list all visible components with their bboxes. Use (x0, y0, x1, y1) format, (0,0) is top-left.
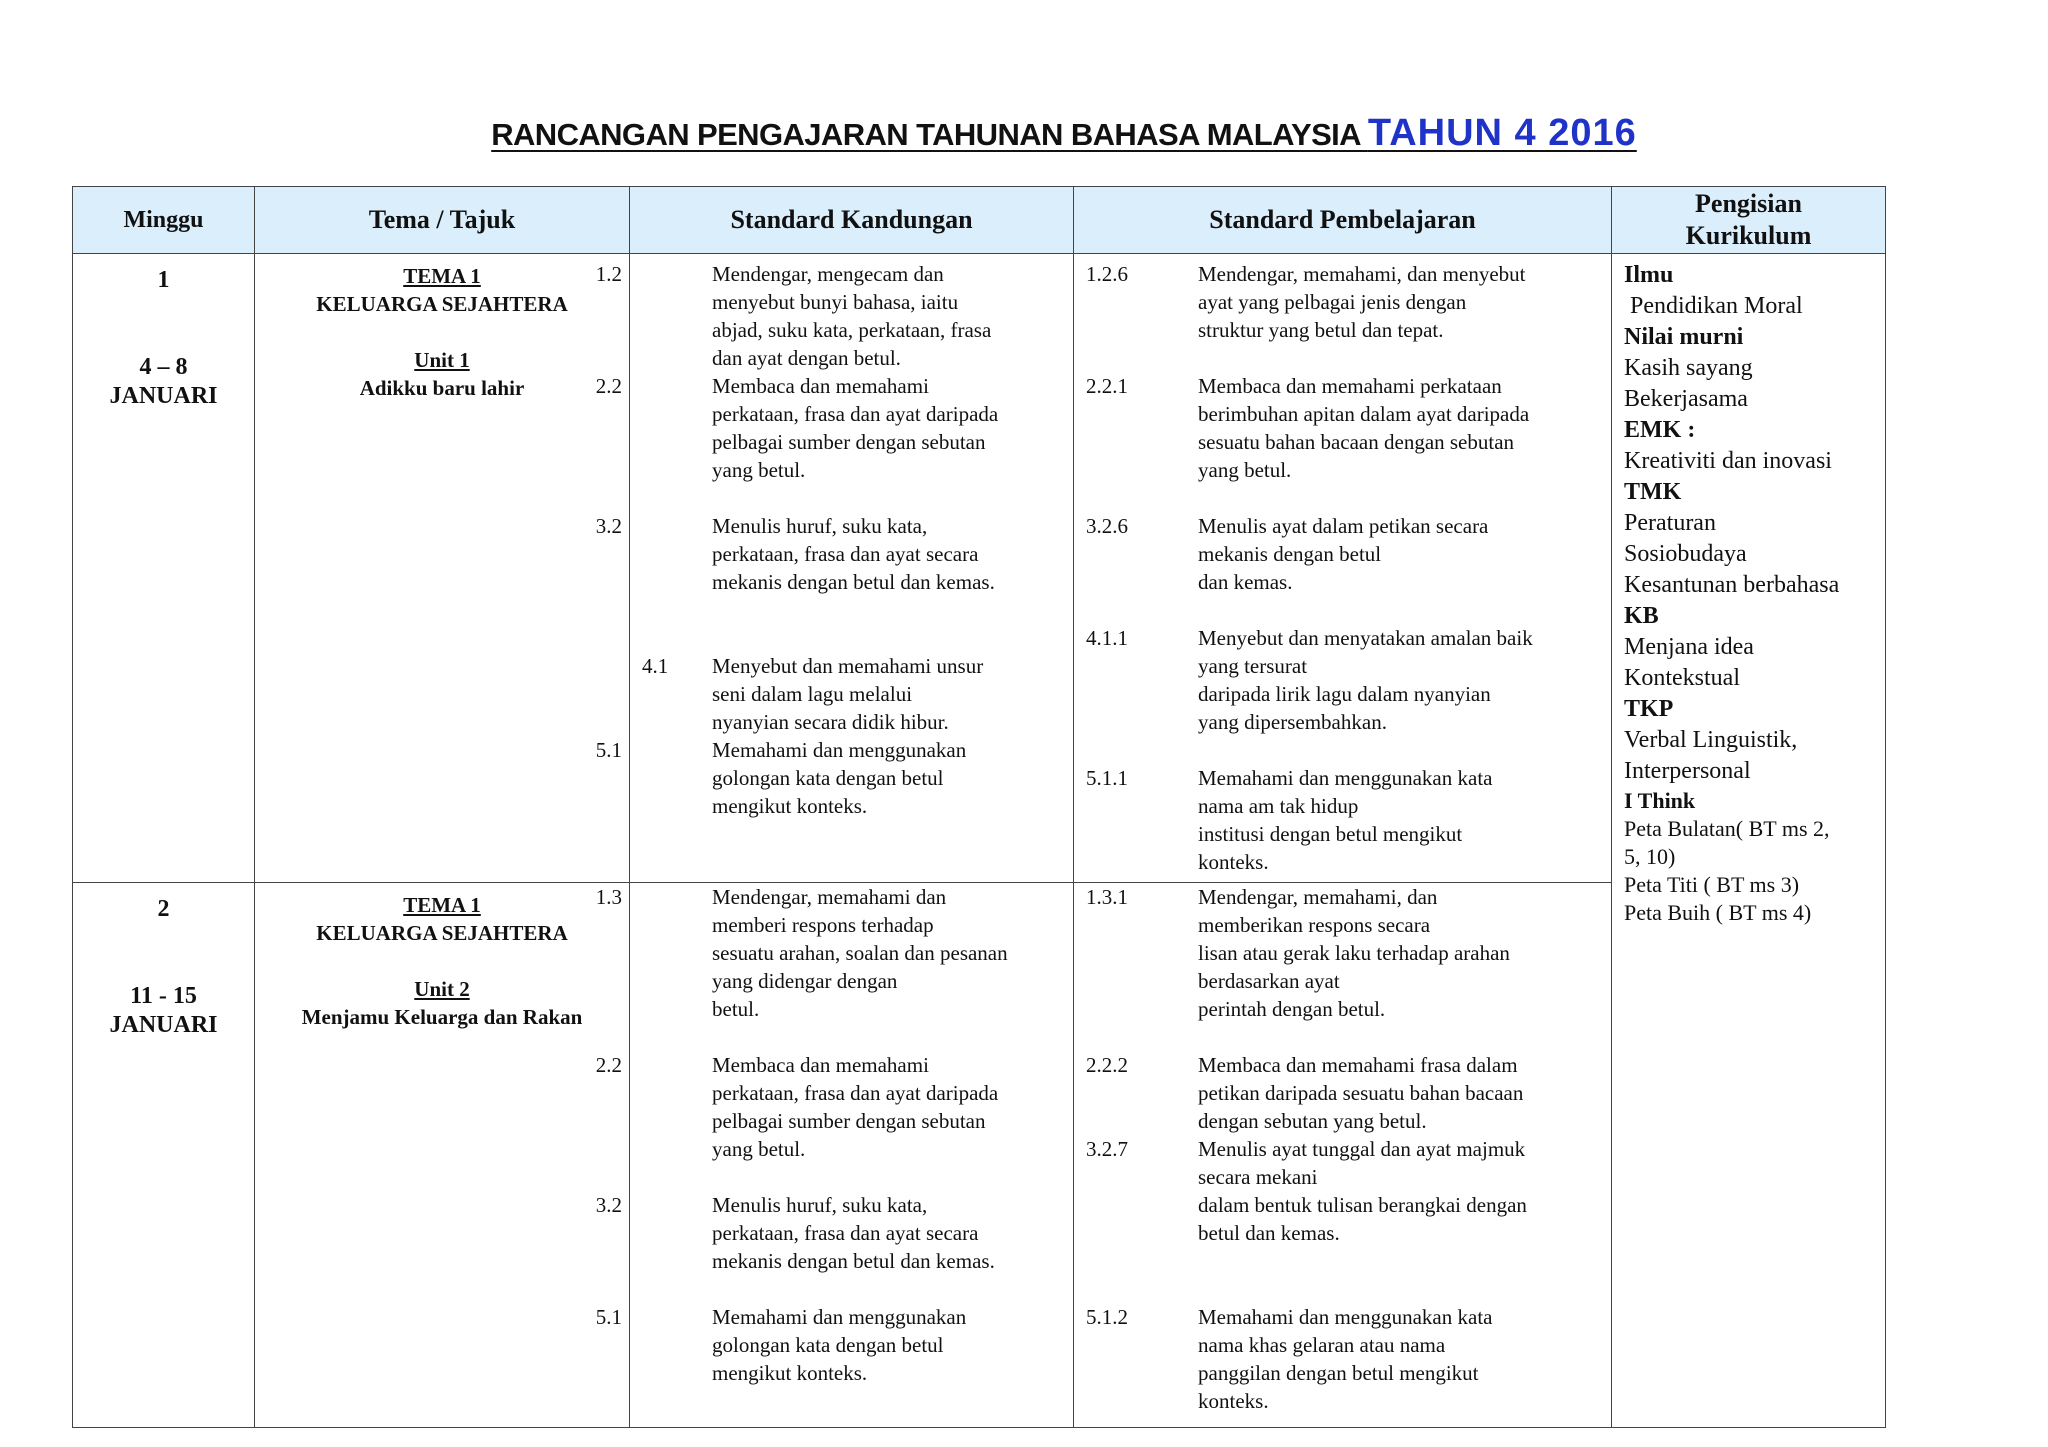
kandungan-text-line: mekanis dengan betul dan kemas. (712, 570, 995, 594)
header-pengisian-line2: Kurikulum (1685, 221, 1812, 250)
kandungan-text-line: Mendengar, memahami dan (712, 885, 947, 909)
tema-label: TEMA 1 (403, 264, 481, 288)
kandungan-code: 3.2 (595, 514, 622, 538)
pembelajaran-text-line: konteks. (1198, 1389, 1269, 1413)
pembelajaran-text-line: dan kemas. (1198, 570, 1293, 594)
week-cell (73, 254, 255, 883)
header-pengisian-line1: Pengisian (1695, 189, 1802, 218)
tkp-value: Interpersonal (1624, 758, 1751, 784)
pembelajaran-entry (1074, 1051, 1611, 1135)
kandungan-text-line: Menyebut dan memahami unsur (712, 654, 984, 678)
title-main: RANCANGAN PENGAJARAN TAHUNAN BAHASA MALAYSIA (491, 117, 1368, 152)
pembelajaran-text-line: yang dipersembahkan. (1198, 710, 1387, 734)
ithink-value: Peta Bulatan( BT ms 2, (1624, 816, 1830, 841)
kandungan-text-line: sesuatu arahan, soalan dan pesanan (712, 941, 1008, 965)
kandungan-text-line: mengikut konteks. (712, 1361, 868, 1385)
pembelajaran-text-line: Menulis ayat tunggal dan ayat majmuk (1198, 1137, 1526, 1161)
pembelajaran-text-line: Menulis ayat dalam petikan secara (1198, 514, 1489, 538)
kandungan-text-line: Memahami dan menggunakan (712, 738, 967, 762)
pembelajaran-code: 5.1.1 (1086, 766, 1128, 790)
kandungan-text-line: perkataan, frasa dan ayat daripada (712, 1081, 999, 1105)
kandungan-text-line: mengikut konteks. (712, 794, 868, 818)
week-cell (73, 883, 255, 1428)
week-dates: 4 – 8 (139, 354, 188, 380)
kandungan-text-line: Membaca dan memahami (712, 374, 929, 398)
kandungan-code: 5.1 (595, 1305, 622, 1329)
pembelajaran-code: 2.2.2 (1086, 1053, 1128, 1077)
tkp-heading: TKP (1624, 696, 1674, 722)
nilai-value: Kasih sayang (1624, 355, 1753, 381)
pengisian-kurikulum-cell (1612, 254, 1886, 1428)
tmk-value: Sosiobudaya (1624, 541, 1747, 567)
kandungan-entry (595, 1191, 1073, 1275)
week-month: JANUARI (109, 383, 218, 409)
pembelajaran-code: 2.2.1 (1086, 374, 1128, 398)
ithink-value: Peta Buih ( BT ms 4) (1624, 900, 1812, 925)
unit-label: Unit 2 (414, 977, 470, 1001)
header-minggu: Minggu (73, 187, 255, 254)
kandungan-text-line: golongan kata dengan betul (712, 766, 944, 790)
tmk-value: Peraturan (1624, 510, 1716, 536)
kandungan-code: 1.2 (595, 262, 622, 286)
week-dates: 11 - 15 (130, 983, 197, 1009)
kandungan-text-line: yang didengar dengan (712, 969, 898, 993)
tmk-heading: TMK (1624, 479, 1682, 505)
pembelajaran-text-line: berdasarkan ayat (1198, 969, 1340, 993)
standard-kandungan-cell (595, 254, 1074, 883)
kb-value: Menjana idea (1624, 634, 1754, 660)
pembelajaran-code: 5.1.2 (1086, 1305, 1128, 1329)
kandungan-text-line: pelbagai sumber dengan sebutan (712, 430, 986, 454)
kandungan-text-line: perkataan, frasa dan ayat secara (712, 1221, 979, 1245)
pembelajaran-text-line: berimbuhan apitan dalam ayat daripada (1198, 402, 1530, 426)
pembelajaran-text-line: Menyebut dan menyatakan amalan baik (1198, 626, 1533, 650)
pembelajaran-text-line: Membaca dan memahami perkataan (1198, 374, 1502, 398)
pembelajaran-text-line: Memahami dan menggunakan kata (1198, 1305, 1493, 1329)
kandungan-text-line: Memahami dan menggunakan (712, 1305, 967, 1329)
week-number: 2 (157, 896, 170, 922)
kandungan-entry (595, 372, 1073, 484)
pembelajaran-text-line: ayat yang pelbagai jenis dengan (1198, 290, 1467, 314)
emk-heading: EMK : (1624, 417, 1696, 443)
pembelajaran-code: 3.2.6 (1086, 514, 1128, 538)
kandungan-code: 2.2 (595, 374, 622, 398)
week-month: JANUARI (109, 1012, 218, 1038)
kandungan-text-line: abjad, suku kata, perkataan, frasa (712, 318, 992, 342)
header-tema: Tema / Tajuk (255, 187, 630, 254)
pembelajaran-code: 4.1.1 (1086, 626, 1128, 650)
unit-label: Unit 1 (414, 348, 470, 372)
lesson-plan-table (72, 186, 1886, 1428)
pembelajaran-entry (1074, 624, 1611, 736)
kandungan-text-line: mekanis dengan betul dan kemas. (712, 1249, 995, 1273)
kandungan-entry (595, 512, 1073, 596)
tema-title: KELUARGA SEJAHTERA (316, 292, 568, 316)
tema-cell (255, 254, 630, 883)
ithink-value: 5, 10) (1624, 844, 1676, 869)
kandungan-text-line: perkataan, frasa dan ayat secara (712, 542, 979, 566)
tema-label: TEMA 1 (403, 893, 481, 917)
pembelajaran-text-line: secara mekani (1198, 1165, 1318, 1189)
pembelajaran-entry (1074, 512, 1611, 596)
kandungan-entry (595, 260, 1073, 372)
kandungan-text-line: yang betul. (712, 1137, 806, 1161)
kb-heading: KB (1624, 603, 1659, 629)
pembelajaran-text-line: lisan atau gerak laku terhadap arahan (1198, 941, 1510, 965)
standard-kandungan-cell (595, 883, 1074, 1428)
title-year: TAHUN 4 2016 (1367, 112, 1637, 154)
emk-value: Kreativiti dan inovasi (1624, 448, 1832, 474)
pembelajaran-text-line: Mendengar, memahami, dan (1198, 885, 1438, 909)
kandungan-text-line: seni dalam lagu melalui (712, 682, 913, 706)
pembelajaran-entry (1074, 883, 1611, 1023)
pembelajaran-text-line: dengan sebutan yang betul. (1198, 1109, 1427, 1133)
tkp-value: Verbal Linguistik, (1624, 727, 1798, 753)
pembelajaran-entry (1074, 1135, 1611, 1247)
kandungan-code: 3.2 (595, 1193, 622, 1217)
kandungan-code: 1.3 (595, 885, 622, 909)
standard-pembelajaran-cell (1074, 883, 1612, 1428)
kandungan-code: 5.1 (595, 738, 622, 762)
pembelajaran-text-line: yang betul. (1198, 458, 1292, 482)
unit-title: Menjamu Keluarga dan Rakan (301, 1005, 583, 1029)
pembelajaran-entry (1074, 764, 1611, 876)
pembelajaran-text-line: daripada lirik lagu dalam nyanyian (1198, 682, 1491, 706)
pembelajaran-text-line: Membaca dan memahami frasa dalam (1198, 1053, 1518, 1077)
ithink-value: Peta Titi ( BT ms 3) (1624, 872, 1800, 897)
pembelajaran-text-line: Memahami dan menggunakan kata (1198, 766, 1493, 790)
standard-pembelajaran-cell (1074, 254, 1612, 883)
kandungan-entry (630, 652, 1073, 736)
pembelajaran-entry (1074, 260, 1611, 344)
kandungan-text-line: betul. (712, 997, 760, 1021)
kandungan-text-line: memberi respons terhadap (712, 913, 934, 937)
pembelajaran-entry (1074, 372, 1611, 484)
kandungan-entry (595, 736, 1073, 820)
kandungan-text-line: Menulis huruf, suku kata, (712, 1193, 928, 1217)
tmk-value: Kesantunan berbahasa (1624, 572, 1840, 598)
tema-title: KELUARGA SEJAHTERA (316, 921, 568, 945)
pembelajaran-text-line: yang tersurat (1198, 654, 1308, 678)
pembelajaran-text-line: nama am tak hidup (1198, 794, 1359, 818)
pembelajaran-text-line: nama khas gelaran atau nama (1198, 1333, 1446, 1357)
pembelajaran-text-line: perintah dengan betul. (1198, 997, 1386, 1021)
pembelajaran-code: 3.2.7 (1086, 1137, 1128, 1161)
kandungan-text-line: menyebut bunyi bahasa, iaitu (712, 290, 959, 314)
pembelajaran-text-line: memberikan respons secara (1198, 913, 1431, 937)
table-row (73, 254, 1886, 883)
pembelajaran-text-line: sesuatu bahan bacaan dengan sebutan (1198, 430, 1515, 454)
pembelajaran-text-line: institusi dengan betul mengikut (1198, 822, 1463, 846)
kandungan-code: 2.2 (595, 1053, 622, 1077)
kandungan-text-line: Mendengar, mengecam dan (712, 262, 944, 286)
unit-title: Adikku baru lahir (359, 376, 525, 400)
pembelajaran-code: 1.3.1 (1086, 885, 1128, 909)
ilmu-value: Pendidikan Moral (1630, 293, 1803, 319)
kandungan-text-line: dan ayat dengan betul. (712, 346, 901, 370)
pembelajaran-text-line: betul dan kemas. (1198, 1221, 1340, 1245)
header-pengisian-kurikulum (1612, 187, 1886, 254)
kandungan-text-line: perkataan, frasa dan ayat daripada (712, 402, 999, 426)
pembelajaran-code: 1.2.6 (1086, 262, 1128, 286)
kandungan-entry (595, 1303, 1073, 1387)
nilai-heading: Nilai murni (1624, 324, 1744, 350)
header-standard-kandungan: Standard Kandungan (630, 187, 1074, 254)
nilai-value: Bekerjasama (1624, 386, 1748, 412)
kandungan-text-line: Membaca dan memahami (712, 1053, 929, 1077)
header-row (73, 187, 1886, 254)
pembelajaran-entry (1074, 1303, 1611, 1415)
pembelajaran-text-line: konteks. (1198, 850, 1269, 874)
pembelajaran-text-line: petikan daripada sesuatu bahan bacaan (1198, 1081, 1524, 1105)
kb-value: Kontekstual (1624, 665, 1740, 691)
kandungan-text-line: pelbagai sumber dengan sebutan (712, 1109, 986, 1133)
pembelajaran-text-line: Mendengar, memahami, dan menyebut (1198, 262, 1526, 286)
kandungan-text-line: Menulis huruf, suku kata, (712, 514, 928, 538)
ithink-heading: I Think (1624, 788, 1696, 813)
kandungan-entry (595, 883, 1073, 1023)
kandungan-text-line: yang betul. (712, 458, 806, 482)
pembelajaran-text-line: mekanis dengan betul (1198, 542, 1382, 566)
header-standard-pembelajaran: Standard Pembelajaran (1074, 187, 1612, 254)
ilmu-heading: Ilmu (1624, 262, 1674, 288)
pembelajaran-text-line: dalam bentuk tulisan berangkai dengan (1198, 1193, 1527, 1217)
week-number: 1 (157, 267, 170, 293)
pembelajaran-text-line: struktur yang betul dan tepat. (1198, 318, 1444, 342)
pembelajaran-text-line: panggilan dengan betul mengikut (1198, 1361, 1479, 1385)
kandungan-entry (595, 1051, 1073, 1163)
kandungan-text-line: nyanyian secara didik hibur. (712, 710, 949, 734)
kandungan-text-line: golongan kata dengan betul (712, 1333, 944, 1357)
kandungan-code: 4.1 (642, 654, 669, 678)
tema-cell (255, 883, 630, 1428)
document-title (0, 112, 2048, 155)
